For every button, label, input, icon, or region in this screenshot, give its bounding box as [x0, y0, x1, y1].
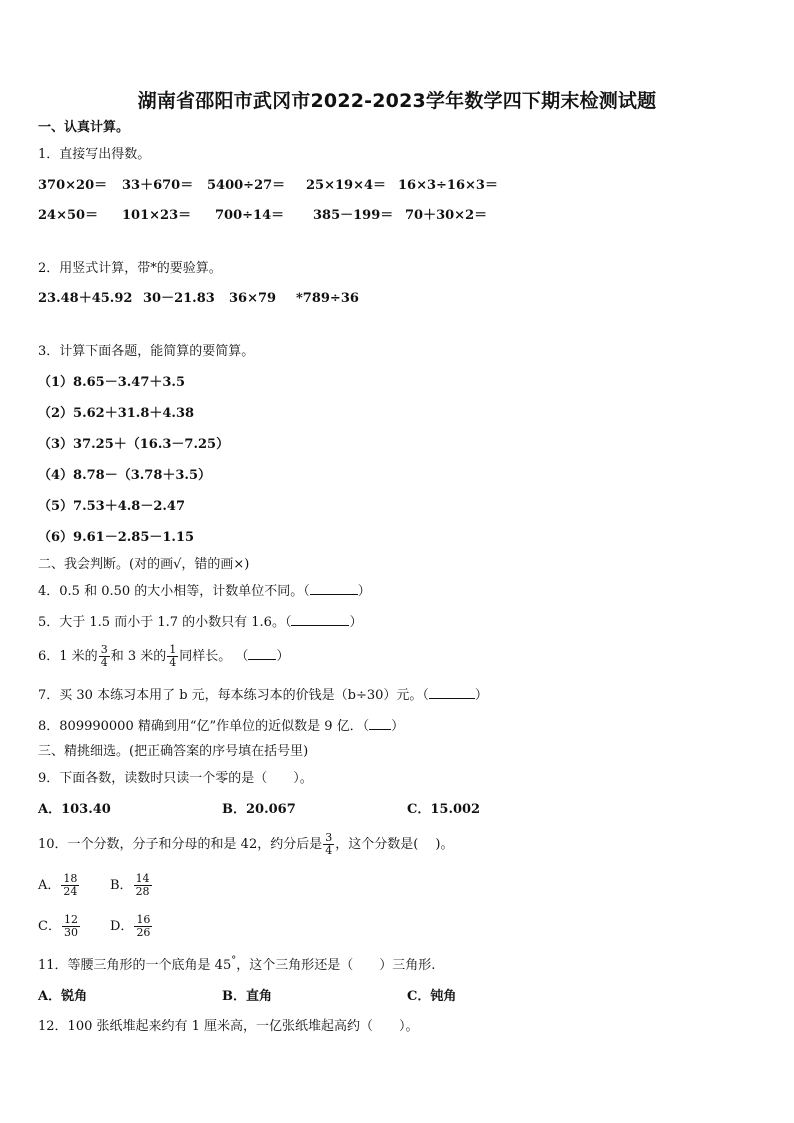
- q1-row1-item-5: 16×3÷16×3＝: [398, 178, 498, 193]
- q10-option-a-denominator: 24: [63, 885, 78, 898]
- question-7: [38, 686, 488, 705]
- q8-close: ）: [391, 719, 405, 734]
- q10-option-a-numerator: 18: [63, 872, 78, 885]
- q10-option-d-fraction: [134, 914, 152, 939]
- q11-degree-symbol: °: [231, 955, 237, 966]
- q5-close: ）: [349, 615, 363, 630]
- q10-option-c-numerator: 12: [63, 913, 78, 926]
- q1-row1-item-2: 33＋670＝: [122, 178, 194, 193]
- q10-option-c-fraction: [62, 914, 80, 939]
- q11-post: ，这个三角形还是（ ）三角形.: [236, 958, 436, 973]
- q2-item-3: 36×79: [229, 291, 277, 306]
- q11-option-b: B．直角: [222, 989, 272, 1004]
- q6-frac1-denominator: 4: [100, 656, 108, 669]
- q10-option-c-denominator: 30: [63, 926, 78, 939]
- q7-close: ）: [474, 688, 488, 703]
- q10-option-d-numerator: 16: [136, 913, 151, 926]
- q1-row1-item-4: 25×19×4＝: [306, 178, 387, 193]
- q3-item-4: （4）8.78－（3.78＋3.5）: [38, 468, 211, 483]
- q6-fraction-2: [167, 644, 178, 669]
- q10-frac-numerator: 3: [325, 831, 333, 844]
- question-10: [38, 831, 454, 859]
- q3-item-2: （2）5.62＋31.8＋4.38: [38, 406, 195, 421]
- question-5: [38, 613, 362, 632]
- q10-option-c: [38, 913, 81, 941]
- q8-answer-blank[interactable]: [369, 717, 391, 730]
- question-4: [38, 582, 371, 601]
- q10-option-c-label: C．: [38, 919, 61, 934]
- question-2-label: 2．用竖式计算，带*的要验算。: [38, 261, 222, 276]
- q9-option-a: A．103.40: [38, 802, 111, 817]
- q7-text: 7．买 30 本练习本用了 b 元，每本练习本的价钱是（b÷30）元。（: [38, 688, 429, 703]
- q9-option-b: B．20.067: [222, 802, 296, 817]
- q10-fraction: [323, 832, 334, 857]
- section-1-heading: 一、认真计算。: [38, 120, 130, 135]
- q6-fraction-1: [99, 644, 110, 669]
- q10-pre: 10．一个分数，分子和分母的和是 42，约分后是: [38, 837, 323, 852]
- q4-text: 4．0.5 和 0.50 的大小相等，计数单位不同。（: [38, 584, 310, 599]
- q5-text: 5．大于 1.5 而小于 1.7 的小数只有 1.6。（: [38, 615, 292, 630]
- question-1-label: 1．直接写出得数。: [38, 147, 151, 162]
- q10-option-d-denominator: 26: [136, 926, 151, 939]
- q6-frac1-numerator: 3: [100, 643, 108, 656]
- q10-option-b-label: B．: [110, 878, 133, 893]
- q3-item-3: （3）37.25＋（16.3－7.25）: [38, 437, 230, 452]
- q6-close: ）: [276, 649, 290, 664]
- question-11: [38, 957, 435, 976]
- q1-row2-item-2: 101×23＝: [122, 208, 192, 223]
- page-title: 湖南省邵阳市武冈市2022-2023学年数学四下期末检测试题: [137, 90, 657, 112]
- q4-answer-blank[interactable]: [310, 582, 358, 595]
- q10-option-b-denominator: 28: [135, 885, 150, 898]
- question-6: [38, 643, 289, 671]
- q8-text: 8．809990000 精确到用“亿”作单位的近似数是 9 亿．（: [38, 719, 370, 734]
- q10-option-b-numerator: 14: [135, 872, 150, 885]
- q3-item-5: （5）7.53＋4.8－2.47: [38, 499, 185, 514]
- q6-frac2-denominator: 4: [169, 656, 177, 669]
- q1-row2-item-1: 24×50＝: [38, 208, 99, 223]
- q1-row1-item-3: 5400÷27＝: [207, 178, 286, 193]
- q3-item-6: （6）9.61－2.85－1.15: [38, 530, 195, 545]
- question-9: 9．下面各数，读数时只读一个零的是（ ）。: [38, 771, 313, 786]
- section-2-heading: 二、我会判断。(对的画√，错的画×): [38, 557, 250, 572]
- q10-option-b: [110, 872, 153, 900]
- q1-row2-item-4: 385－199＝: [313, 208, 394, 223]
- q1-row2-item-3: 700÷14＝: [215, 208, 285, 223]
- q10-option-b-fraction: [134, 873, 152, 898]
- question-8: [38, 717, 404, 736]
- q1-row1-item-1: 370×20＝: [38, 178, 108, 193]
- section-3-heading: 三、精挑细选。(把正确答案的序号填在括号里): [38, 744, 309, 759]
- q2-item-4: *789÷36: [296, 291, 359, 306]
- q6-mid: 和 3 米的: [110, 649, 167, 664]
- q6-post: 同样长。 （: [179, 649, 249, 664]
- q11-option-a: A．锐角: [38, 989, 88, 1004]
- q7-answer-blank[interactable]: [429, 686, 475, 699]
- q2-item-1: 23.48＋45.92: [38, 291, 133, 306]
- q10-post: ，这个分数是( )。: [335, 837, 454, 852]
- q2-item-2: 30－21.83: [143, 291, 215, 306]
- q6-frac2-numerator: 1: [169, 643, 177, 656]
- q10-option-a-fraction: [61, 873, 79, 898]
- q3-item-1: （1）8.65－3.47＋3.5: [38, 375, 185, 390]
- q10-option-a-label: A．: [38, 878, 61, 893]
- q10-frac-denominator: 4: [325, 844, 333, 857]
- question-12: 12．100 张纸堆起来约有 1 厘米高，一亿张纸堆起高约（ ）。: [38, 1019, 419, 1034]
- question-3-label: 3．计算下面各题，能简算的要简算。: [38, 344, 255, 359]
- q4-close: ）: [357, 584, 371, 599]
- q10-option-d: [110, 913, 153, 941]
- q6-answer-blank[interactable]: [248, 647, 276, 660]
- q11-pre: 11．等腰三角形的一个底角是 45: [38, 958, 232, 973]
- q10-option-a: [38, 872, 80, 900]
- q9-option-c: C．15.002: [407, 802, 481, 817]
- q10-option-d-label: D．: [110, 919, 134, 934]
- q1-row2-item-5: 70＋30×2＝: [405, 208, 488, 223]
- q5-answer-blank[interactable]: [291, 613, 349, 626]
- q11-option-c: C．钝角: [407, 989, 457, 1004]
- q6-pre: 6．1 米的: [38, 649, 98, 664]
